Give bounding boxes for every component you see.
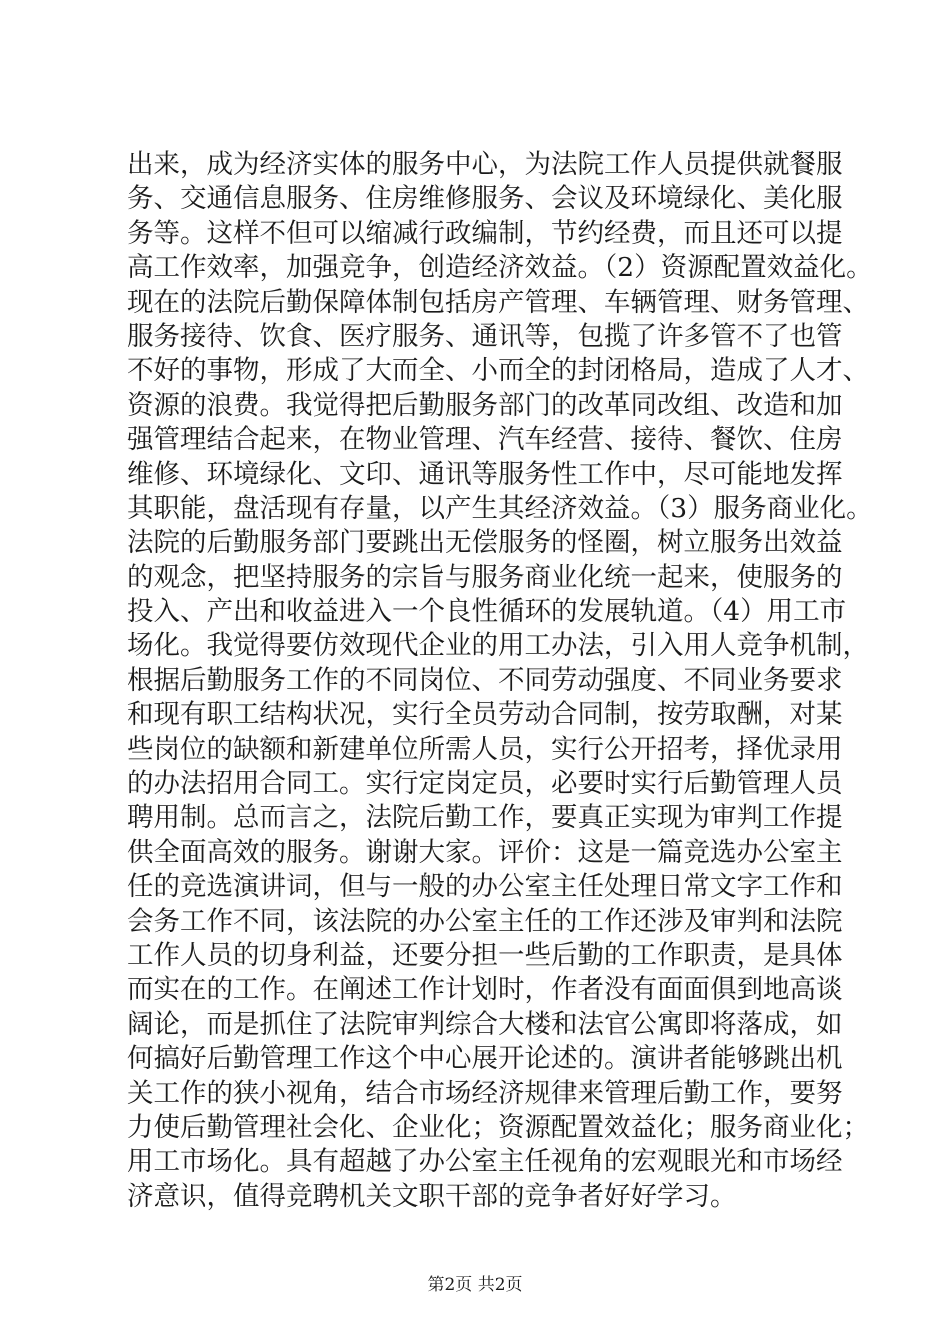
text-line-25: 而实在的工作。在阐述工作计划时，作者没有面面俱到地高谈 [127,974,843,1006]
text-line-4: 高工作效率，加强竞争，创造经济效益。（2）资源配置效益化。 [127,252,873,284]
text-line-17: 和现有职工结构状况，实行全员劳动合同制，按劳取酬，对某 [127,699,843,731]
text-line-3: 务等。这样不但可以缩减行政编制，节约经费，而且还可以提 [127,217,843,249]
text-line-22: 任的竞选演讲词，但与一般的办公室主任处理日常文字工作和 [127,871,843,903]
text-line-6: 服务接待、饮食、医疗服务、通讯等，包揽了许多管不了也管 [127,320,843,352]
text-line-26: 阔论，而是抓住了法院审判综合大楼和法官公寓即将落成，如 [127,1008,843,1040]
text-line-15: 场化。我觉得要仿效现代企业的用工办法，引入用人竞争机制， [127,630,869,662]
text-line-24: 工作人员的切身利益，还要分担一些后勤的工作职责，是具体 [127,939,843,971]
text-line-16: 根据后勤服务工作的不同岗位、不同劳动强度、不同业务要求 [127,664,843,696]
text-line-28: 关工作的狭小视角，结合市场经济规律来管理后勤工作，要努 [127,1077,843,1109]
text-line-8: 资源的浪费。我觉得把后勤服务部门的改革同改组、改造和加 [127,389,843,421]
text-line-7: 不好的事物，形成了大而全、小而全的封闭格局，造成了人才、 [127,355,869,387]
page-number-label: 第2页 共2页 [427,1275,523,1295]
text-line-5: 现在的法院后勤保障体制包括房产管理、车辆管理、财务管理、 [127,286,869,318]
text-line-23: 会务工作不同，该法院的办公室主任的工作还涉及审判和法院 [127,905,843,937]
text-line-20: 聘用制。总而言之，法院后勤工作，要真正实现为审判工作提 [127,802,843,834]
text-line-31: 济意识，值得竞聘机关文职干部的竞争者好好学习。 [127,1180,737,1212]
text-line-11: 其职能，盘活现有存量，以产生其经济效益。（3）服务商业化。 [127,492,873,524]
text-line-29: 力使后勤管理社会化、企业化；资源配置效益化；服务商业化； [127,1111,869,1143]
text-line-12: 法院的后勤服务部门要跳出无偿服务的怪圈，树立服务出效益 [127,527,843,559]
page-footer [0,1274,950,1296]
text-line-9: 强管理结合起来，在物业管理、汽车经营、接待、餐饮、住房 [127,424,843,456]
text-line-30: 用工市场化。具有超越了办公室主任视角的宏观眼光和市场经 [127,1146,843,1178]
text-line-10: 维修、环境绿化、文印、通讯等服务性工作中，尽可能地发挥 [127,458,843,490]
text-line-13: 的观念，把坚持服务的宗旨与服务商业化统一起来，使服务的 [127,561,843,593]
text-line-1: 出来，成为经济实体的服务中心，为法院工作人员提供就餐服 [127,149,843,180]
text-line-14: 投入、产出和收益进入一个良性循环的发展轨道。（4）用工市 [127,596,847,628]
text-line-21: 供全面高效的服务。谢谢大家。评价：这是一篇竞选办公室主 [127,836,843,868]
body-text [127,148,873,1214]
text-line-27: 何搞好后勤管理工作这个中心展开论述的。演讲者能够跳出机 [127,1043,843,1075]
text-line-19: 的办法招用合同工。实行定岗定员，必要时实行后勤管理人员 [127,768,843,800]
text-line-18: 些岗位的缺额和新建单位所需人员，实行公开招考，择优录用 [127,733,843,765]
text-line-2: 务、交通信息服务、住房维修服务、会议及环境绿化、美化服 [127,183,843,215]
